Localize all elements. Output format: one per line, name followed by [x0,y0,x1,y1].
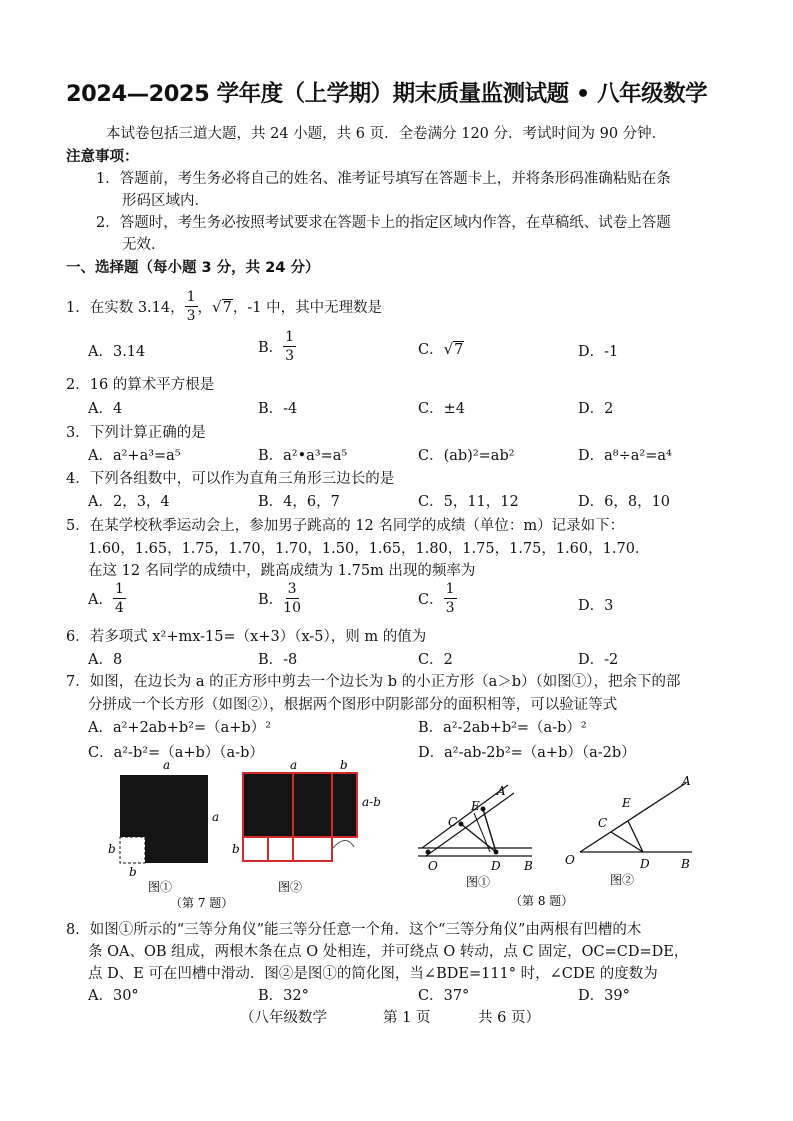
fig8-image-1 [418,784,533,889]
fig8-image-2 [565,774,692,887]
fig7-1-label-a-right: a [212,810,220,824]
exam-intro: 本试卷包括三道大题，共 24 小题，共 6 页．全卷满分 120 分．考试时间为 90 分钟． [106,126,667,142]
fig8-2-label-o: O [565,853,575,867]
q7-option-c[interactable]: C．a²-b²=（a+b）（a-b） [88,745,264,761]
fig7-1-caption: 图① [148,880,173,894]
q5-question: 在这 12 名同学的成绩中，跳高成绩为 1.75m 出现的频率为 [88,563,476,579]
fig8-1-point-c [459,822,464,827]
q6-option-d[interactable]: D．-2 [578,652,619,668]
q1-fraction [185,290,198,323]
q1-b-den: 3 [285,348,295,364]
question-8-line-3: 点 D、E 可在凹槽中滑动．图②是图①的简化图，当∠BDE=111° 时，∠CDE 的度数为 [88,966,658,982]
q5-option-c-label: C． [418,592,444,608]
q7-option-d[interactable]: D．a²-ab-2b²=（a+b）（a-2b） [418,745,636,761]
q2-option-c[interactable]: C．±4 [418,401,465,417]
fig8-caption: （第 8 题） [510,894,574,908]
fig8-1-link-de [483,809,496,852]
q5-a-num: 1 [114,581,124,597]
q5-option-b-fraction [283,582,301,615]
q2-option-a[interactable]: A．4 [88,401,123,417]
q3-option-d[interactable]: D．a⁸÷a²=a⁴ [578,448,672,464]
q7-option-a[interactable]: A．a²+2ab+b²=（a+b）² [88,720,272,736]
question-8-line-1: 8．如图①所示的“三等分角仪”能三等分任意一个角．这个“三等分角仪”由两根有凹槽的木 [66,922,642,938]
fig7-image-1 [108,758,219,894]
fig8-2-label-b: B [681,857,690,871]
q5-data: 1.60，1.65，1.75，1.70，1.70，1.50，1.65，1.80，1.75，1.75，1.60，1.70． [88,541,650,557]
fig8-1-label-d: D [491,859,501,873]
fig7-1-label-b-bottom: b [129,865,137,879]
q3-option-c[interactable]: C．(ab)²=ab² [418,448,515,464]
q1-frac-den: 3 [186,308,196,324]
q5-c-den: 3 [445,600,455,616]
question-1-stem [66,290,382,323]
fig8-2-label-c: C [598,816,608,830]
fig7-1-shaded-region [120,775,208,863]
q4-option-d[interactable]: D．6，8，10 [578,494,671,510]
question-5-stem: 5．在某学校秋季运动会上，参加男子跳高的 12 名同学的成绩（单位：m）记录如下： [66,518,625,534]
fig8-1-label-o: O [428,859,438,873]
note-2-line-1: 2．答题时，考生务必按照考试要求在答题卡上的指定区域内作答，在草稿纸、试卷上答题 [96,215,671,231]
q1-c-arg: 7 [454,341,464,358]
fig7-1-removed-square [120,837,145,863]
q1-option-a[interactable]: A．3.14 [88,344,146,360]
q6-option-a[interactable]: A．8 [88,652,123,668]
fig8-2-label-e: E [622,796,631,810]
q5-option-c[interactable] [418,582,457,615]
fig7-caption: （第 7 题） [170,896,234,910]
q8-option-b[interactable]: B．32° [258,988,309,1004]
fig8-1-label-a: A [497,784,506,798]
fig8-2-caption: 图② [610,873,635,887]
fig8-1-bar-oa-bottom [426,793,514,856]
q4-option-a[interactable]: A．2，3，4 [88,494,170,510]
fig7-2-label-b: b [340,758,348,772]
footer-page: 第 1 页 [383,1010,431,1026]
fig8-1-caption: 图① [466,875,491,889]
q8-option-d[interactable]: D．39° [578,988,630,1004]
q2-option-b[interactable]: B．-4 [258,401,298,417]
q1-option-c[interactable] [418,338,464,359]
q5-b-num: 3 [287,581,297,597]
q1-stem-part-c: ，-1 中，其中无理数是 [232,300,383,316]
fig7-2-shaded-rect [243,773,357,837]
note-1-line-2: 形码区域内． [122,193,209,209]
fig7-2-caption: 图② [278,880,303,894]
q7-option-b[interactable]: B．a²-2ab+b²=（a-b）² [418,720,587,736]
q5-option-a[interactable] [88,582,126,615]
fig7-2-label-a-minus-b: a-b [362,795,381,809]
q5-option-a-fraction [113,582,126,615]
fig7-2-rotate-arrow [332,840,354,849]
q3-option-b[interactable]: B．a²•a³=a⁵ [258,448,348,464]
q1-option-d[interactable]: D．-1 [578,344,619,360]
footer-subject: （八年级数学 [240,1010,327,1026]
q5-a-den: 4 [114,600,124,616]
q1-option-b[interactable] [258,330,296,363]
q5-option-c-fraction [444,582,457,615]
q1-b-num: 1 [285,329,295,345]
page-title: 2024—2025 学年度（上学期）期末质量监测试题 • 八年级数学 [66,81,708,107]
fig8-1-point-d [494,850,499,855]
q1-option-b-fraction [283,330,296,363]
q5-b-den: 10 [283,600,301,616]
q4-option-c[interactable]: C．5，11，12 [418,494,519,510]
q6-option-c[interactable]: C．2 [418,652,453,668]
q1-frac-num: 1 [186,289,196,305]
question-7-stem-line-1: 7．如图，在边长为 a 的正方形中剪去一个边长为 b 的小正方形（a＞b）（如图①），把余下的部 [66,674,681,690]
q5-option-b[interactable] [258,582,301,615]
q2-option-d[interactable]: D．2 [578,401,614,417]
fig7-2-label-b-left: b [232,842,240,856]
fig8-1-link-aux [474,813,490,852]
q6-option-b[interactable]: B．-8 [258,652,298,668]
fig8-1-label-b: B [524,859,533,873]
q1-option-c-sqrt: √7 [443,339,464,358]
question-6-stem: 6．若多项式 x²+mx-15=（x+3）（x-5），则 m 的值为 [66,629,427,645]
figures-row [0,755,793,915]
fig8-1-label-e: E [471,799,480,813]
fig7-image-2 [232,758,381,894]
q1-sqrt-arg: 7 [222,299,232,316]
q1-stem-part-b: ， [197,300,213,316]
footer-total: 共 6 页） [478,1010,540,1026]
note-2-line-2: 无效． [122,237,166,253]
question-2-stem: 2．16 的算术平方根是 [66,377,215,393]
section-title: 一、选择题（每小题 3 分，共 24 分） [66,260,320,276]
fig8-2-label-a: A [682,774,691,788]
question-3-stem: 3．下列计算正确的是 [66,425,206,441]
fig8-1-point-e [481,807,486,812]
q8-option-a[interactable]: A．30° [88,988,139,1004]
q1-sqrt: √7 [212,297,232,316]
fig8-1-bar-oa-top [422,785,508,848]
fig7-2-label-a: a [290,758,298,772]
notes-title: 注意事项： [66,149,139,165]
q4-option-b[interactable]: B．4，6，7 [258,494,340,510]
fig7-2-lower-strip [243,837,332,861]
q5-option-b-label: B． [258,592,284,608]
q5-c-num: 1 [445,581,455,597]
fig8-1-pivot-o [426,850,431,855]
question-7-stem-line-2: 分拼成一个长方形（如图②），根据两个图形中阴影部分的面积相等，可以验证等式 [88,697,618,713]
note-1-line-1: 1．答题前，考生务必将自己的姓名、准考证号填写在答题卡上，并将条形码准确粘贴在条 [96,171,671,187]
q1-option-b-label: B． [258,340,284,356]
q1-stem-part-a: 1．在实数 3.14， [66,300,185,316]
q5-option-a-label: A． [88,592,113,608]
question-8-line-2: 条 OA、OB 组成，两根木条在点 O 处相连，并可绕点 O 转动，点 C 固定，OC=CD=DE， [88,944,689,960]
fig8-2-ray-oa [580,783,686,852]
q8-option-c[interactable]: C．37° [418,988,470,1004]
fig7-1-label-a-top: a [163,758,171,772]
fig7-1-label-b-left: b [108,842,116,856]
q5-option-d[interactable]: D．3 [578,598,614,614]
fig8-1-label-c: C [448,815,458,829]
question-4-stem: 4．下列各组数中，可以作为直角三角形三边长的是 [66,471,395,487]
fig8-2-label-d: D [640,857,650,871]
q3-option-a[interactable]: A．a²+a³=a⁵ [88,448,181,464]
q1-option-c-label: C． [418,342,444,358]
